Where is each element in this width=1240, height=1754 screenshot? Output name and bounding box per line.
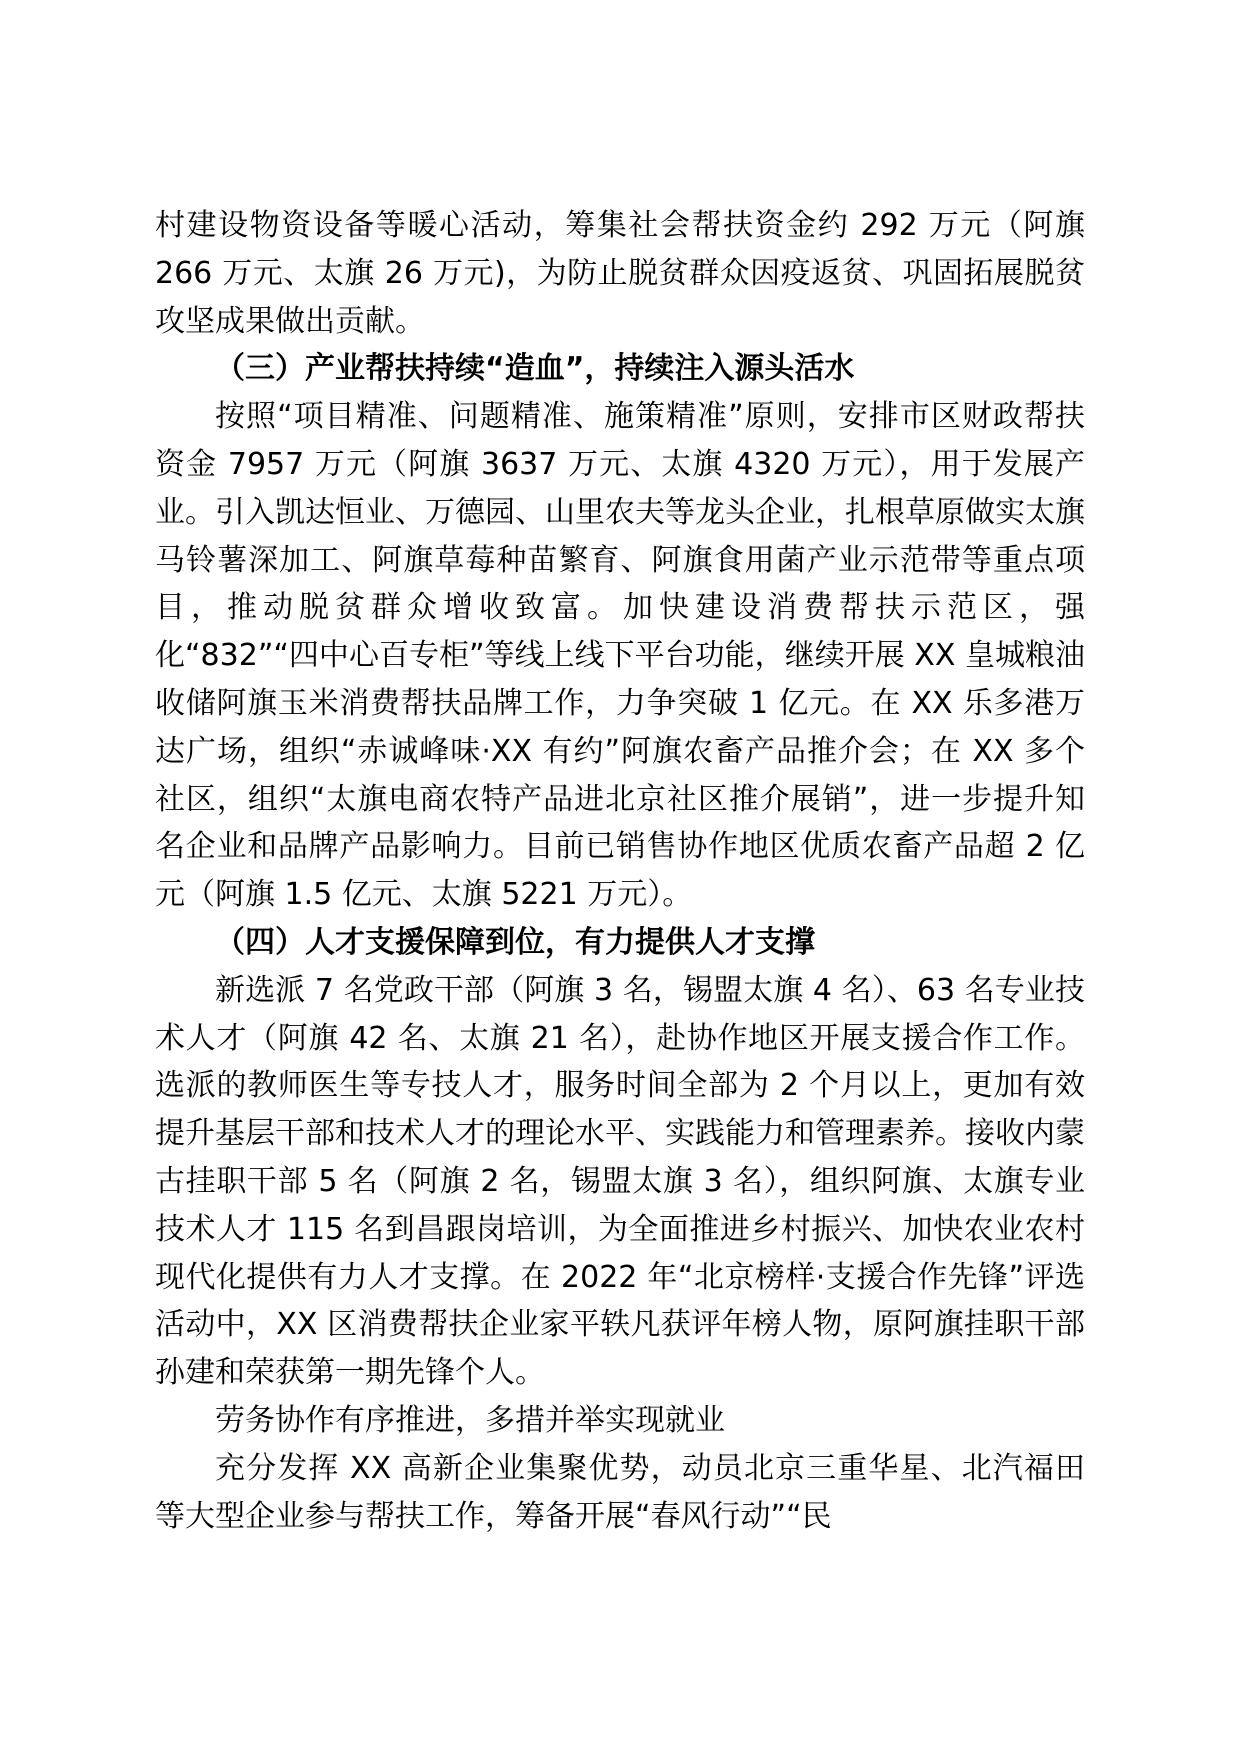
paragraph-fundraising: 村建设物资设备等暖心活动，筹集社会帮扶资金约 292 万元（阿旗 266 万元、太旗 26 万元)，为防止脱贫群众因疫返贫、巩固拓展脱贫攻坚成果做出贡献。 (155, 208, 1085, 339)
paragraph-talent-support: 新选派 7 名党政干部（阿旗 3 名，锡盟太旗 4 名）、63 名专业技术人才（阿旗 42 名、太旗 21 名），赴协作地区开展支援合作工作。选派的教师医生等专技人才，服务时间全部为 2 个月以上，更加有效提升基层干部和技术人才的理论水平、实践能力和管理素养。接收内蒙古挂职干部 5 名（阿旗 2 名，锡盟太旗 3 名），组织阿旗、太旗专业技术人才 115 名到昌跟岗培训，为全面推进乡村振兴、加快农业农村现代化提供有力人才支撑。在 2022 年“北京榜样·支援合作先锋”评选活动中，XX 区消费帮扶企业家平轶凡获评年榜人物，原阿旗挂职干部孙建和荣获第一期先锋个人。 (155, 972, 1085, 1391)
document-body (155, 202, 1085, 1540)
paragraph-labor-cooperation: 充分发挥 XX 高新企业集聚优势，动员北京三重华星、北汽福田等大型企业参与帮扶工作，筹备开展“春风行动”“民 (155, 1450, 1085, 1534)
heading-talent-support: （四）人才支援保障到位，有力提供人才支撑 (215, 924, 815, 960)
heading-industry-support: （三）产业帮扶持续“造血”，持续注入源头活水 (215, 351, 855, 387)
paragraph-industry-support: 按照“项目精准、问题精准、施策精准”原则，安排市区财政帮扶资金 7957 万元（阿旗 3637 万元、太旗 4320 万元），用于发展产业。引入凯达恒业、万德园、山里农夫等龙头企业，扎根草原做实太旗马铃薯深加工、阿旗草莓种苗繁育、阿旗食用菌产业示范带等重点项目，推动脱贫群众增收致富。加快建设消费帮扶示范区，强化“832”“四中心百专柜”等线上线下平台功能，继续开展 XX 皇城粮油收储阿旗玉米消费帮扶品牌工作，力争突破 1 亿元。在 XX 乐多港万达广场，组织“赤诚峰味·XX 有约”阿旗农畜产品推介会；在 XX 多个社区，组织“太旗电商农特产品进北京社区推介展销”，进一步提升知名企业和品牌产品影响力。目前已销售协作地区优质农畜产品超 2 亿元（阿旗 1.5 亿元、太旗 5221 万元）。 (155, 399, 1085, 913)
heading-labor-cooperation: 劳务协作有序推进，多措并举实现就业 (215, 1402, 725, 1438)
